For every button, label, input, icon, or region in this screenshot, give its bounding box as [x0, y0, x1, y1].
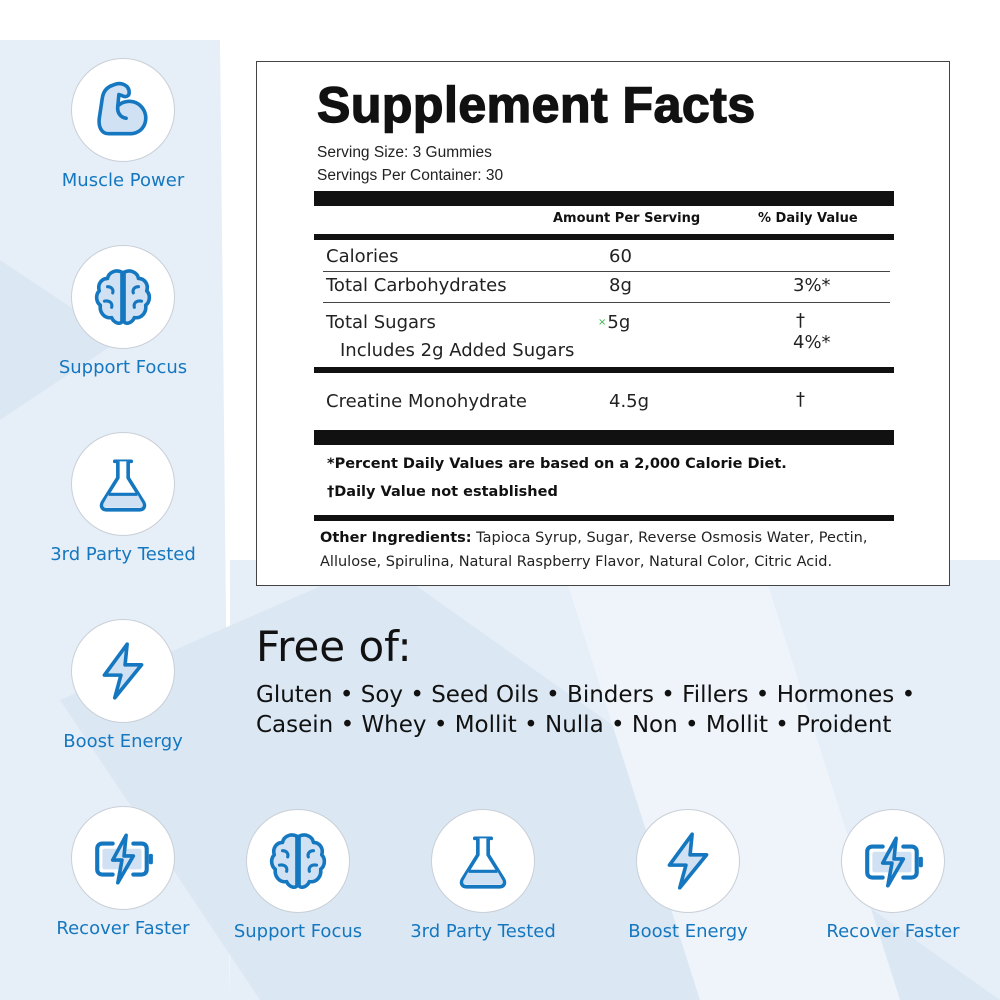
feature-icon-circle — [71, 806, 175, 910]
row-amount-creatine: 4.5g — [609, 391, 650, 412]
charging-battery-icon — [90, 825, 156, 891]
charging-battery-icon — [860, 828, 926, 894]
feature-icon-circle — [71, 619, 175, 723]
feature-boost-energy-bottom — [603, 809, 773, 943]
feature-label: Muscle Power — [61, 170, 185, 191]
free-of-line-1: Gluten • Soy • Seed Oils • Binders • Fillers • Hormones • — [256, 682, 916, 708]
feature-support-focus-bottom — [213, 809, 383, 943]
row-amount-calories: 60 — [609, 246, 632, 267]
lab-flask-icon — [90, 451, 156, 517]
free-of-title: Free of: — [256, 622, 412, 671]
thick-divider — [314, 430, 894, 445]
feature-icon-circle — [636, 809, 740, 913]
other-ingredients-text: Tapioca Syrup, Sugar, Reverse Osmosis Water, Pectin, Allulose, Spirulina, Natural Raspberry Flavor, Natural Color, Citric Acid. — [320, 530, 868, 570]
serving-size: Serving Size: 3 Gummies — [317, 144, 492, 161]
row-sub-added-sugars: Includes 2g Added Sugars — [340, 340, 575, 361]
row-amount-carbohydrates: 8g — [609, 275, 632, 296]
row-dv-creatine: † — [796, 389, 805, 410]
feature-label: Support Focus — [233, 921, 363, 942]
row-name-total-sugars: Total Sugars — [326, 312, 436, 333]
feature-icon-circle — [431, 809, 535, 913]
other-ingredients-label: Other Ingredients: — [320, 530, 472, 546]
amount-per-serving-header: Amount Per Serving — [553, 211, 701, 226]
servings-per-container: Servings Per Container: 30 — [317, 167, 504, 184]
row-dv-added-sugars: 4%* — [793, 332, 831, 353]
feature-recover-faster-bottom — [808, 809, 978, 943]
feature-boost-energy — [38, 619, 208, 753]
row-divider — [323, 302, 890, 303]
feature-label: 3rd Party Tested — [410, 921, 556, 942]
feature-icon-circle — [71, 58, 175, 162]
other-ingredients — [320, 526, 900, 574]
marker-icon: × — [598, 317, 607, 328]
feature-icon-circle — [246, 809, 350, 913]
row-name-calories: Calories — [326, 246, 399, 267]
row-amount-total-sugars: 5g — [607, 312, 631, 333]
feature-icon-circle — [71, 432, 175, 536]
feature-label: Recover Faster — [56, 918, 190, 939]
brain-icon — [265, 828, 331, 894]
feature-icon-circle — [841, 809, 945, 913]
brain-icon — [90, 264, 156, 330]
medium-divider — [314, 367, 894, 373]
medium-divider — [314, 515, 894, 521]
medium-divider — [314, 234, 894, 240]
row-name-carbohydrates: Total Carbohydrates — [326, 275, 507, 296]
feature-label: Boost Energy — [628, 921, 748, 942]
row-divider — [323, 271, 890, 272]
lab-flask-icon — [450, 828, 516, 894]
feature-label: 3rd Party Tested — [50, 544, 196, 565]
footnote-daily-values: *Percent Daily Values are based on a 2,000 Calorie Diet. — [327, 456, 787, 472]
feature-label: Boost Energy — [63, 731, 183, 752]
free-of-line-2: Casein • Whey • Mollit • Nulla • Non • Mollit • Proident — [256, 712, 892, 738]
row-name-creatine: Creatine Monohydrate — [326, 391, 527, 412]
feature-recover-faster — [38, 806, 208, 940]
feature-3rd-party-tested-bottom — [398, 809, 568, 943]
feature-icon-circle — [71, 245, 175, 349]
facts-title: Supplement Facts — [317, 77, 756, 133]
supplement-facts-panel — [256, 61, 950, 586]
feature-3rd-party-tested — [38, 432, 208, 566]
footnote-not-established: †Daily Value not established — [327, 484, 558, 500]
feature-muscle-power — [38, 58, 208, 192]
row-dv-carbohydrates: 3%* — [793, 275, 831, 296]
feature-support-focus — [38, 245, 208, 379]
lightning-bolt-icon — [90, 638, 156, 704]
thick-divider — [314, 191, 894, 206]
row-dv-total-sugars: † — [796, 310, 805, 331]
flexed-bicep-icon — [90, 77, 156, 143]
feature-label: Support Focus — [58, 357, 188, 378]
daily-value-header: % Daily Value — [758, 211, 858, 226]
feature-label: Recover Faster — [826, 921, 960, 942]
lightning-bolt-icon — [655, 828, 721, 894]
